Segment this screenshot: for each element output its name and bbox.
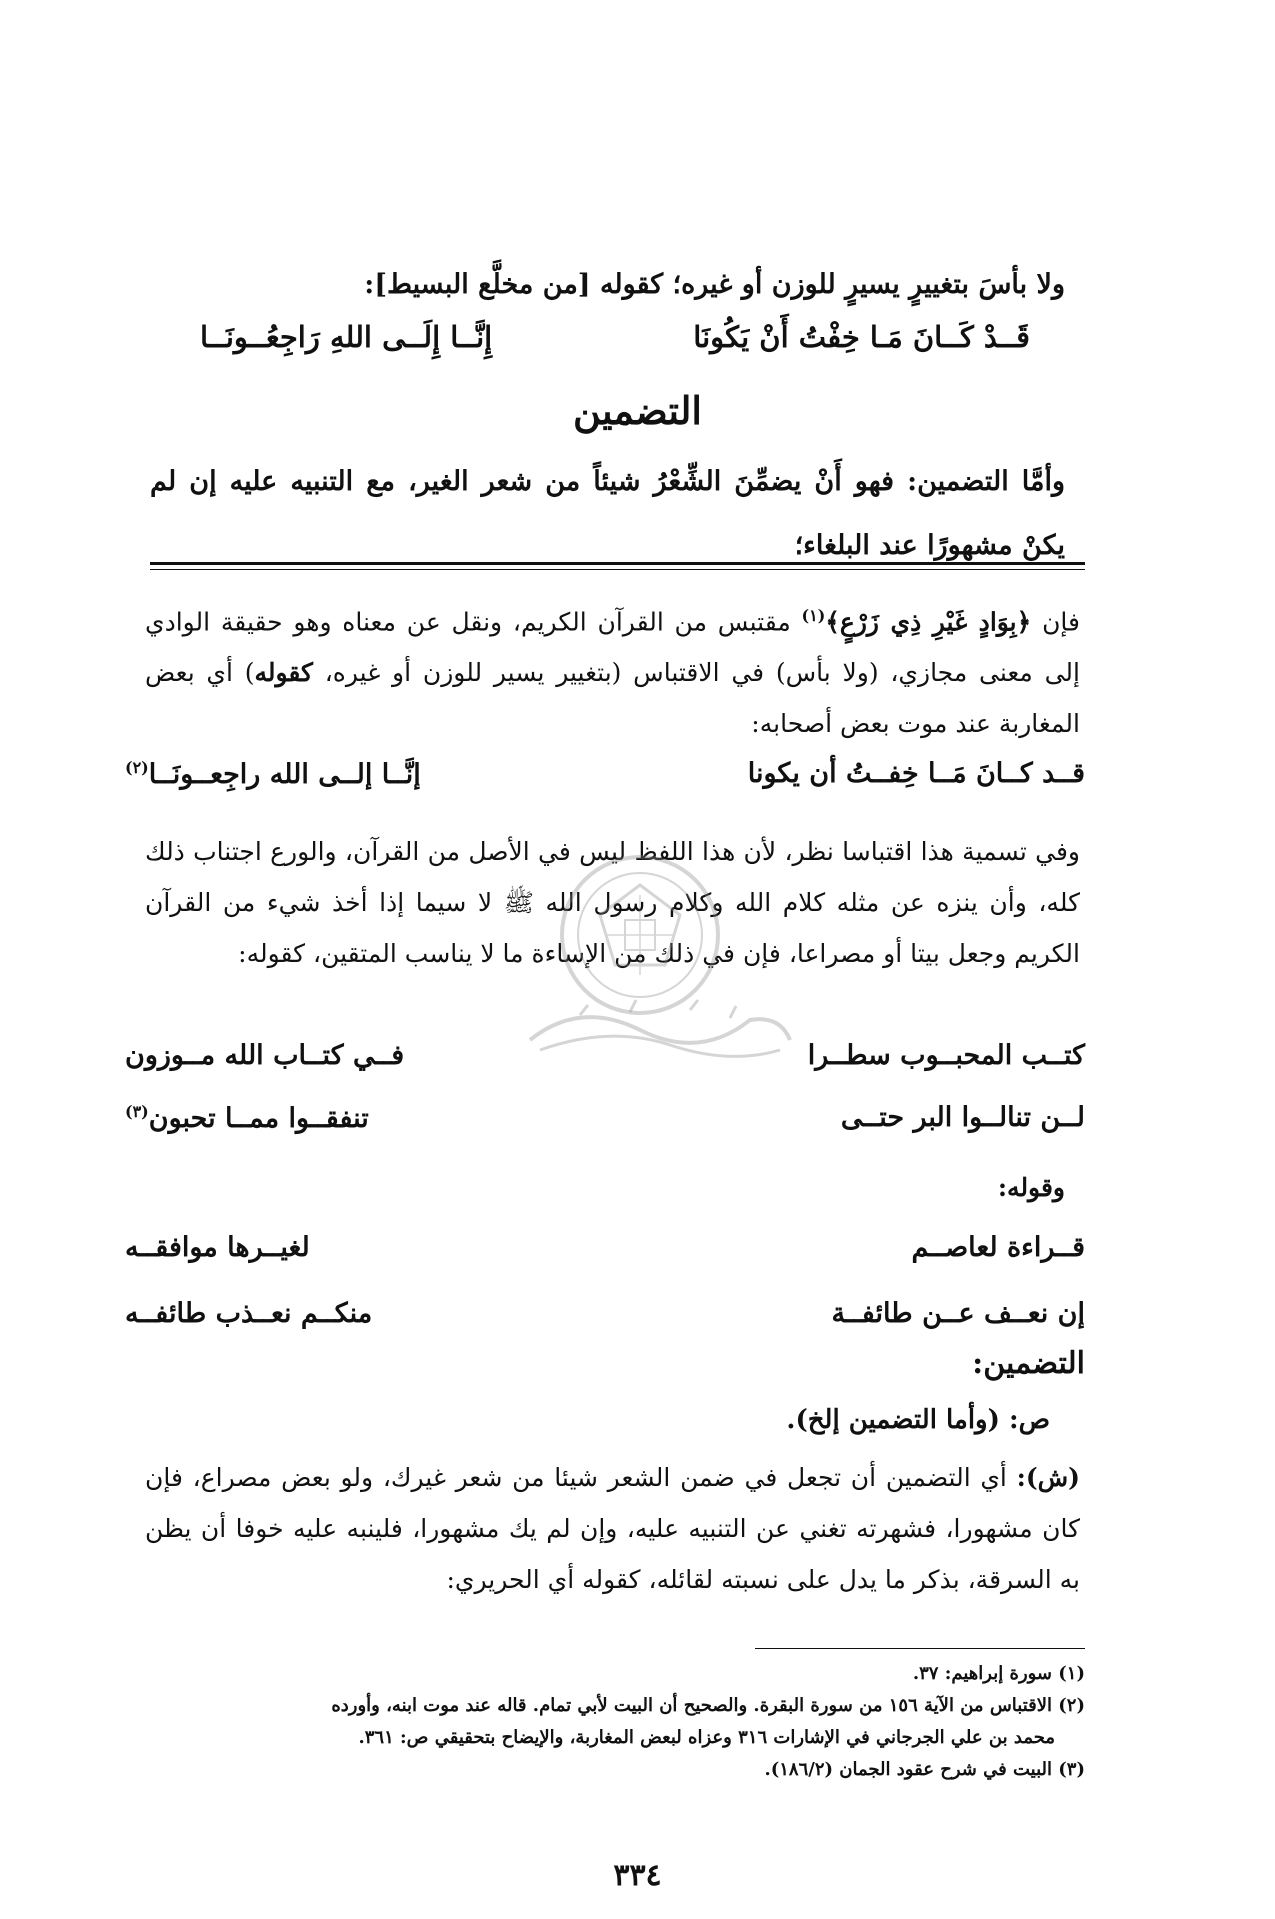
- verse-left-hemistich: [125, 758, 421, 808]
- verse-right-hemistich: كتــب المحبــوب سطــرا: [807, 1040, 1085, 1071]
- sharh-paragraph-1: [145, 590, 1080, 749]
- bold-run: كقوله: [254, 658, 313, 688]
- footnotes: [125, 1658, 1085, 1786]
- section-heading-tadmin: التضمين: [573, 388, 702, 433]
- footnote-1: (١) سورة إبراهيم: ٣٧.: [912, 1663, 1085, 1684]
- watermark-script-logo-icon: [520, 990, 800, 1070]
- page-number: ٣٣٤: [613, 1858, 662, 1893]
- verse-left-hemistich: إِنَّــا إِلَــى اللهِ رَاجِعُــونَــا: [200, 320, 493, 354]
- verse-left-hemistich: فــي كتــاب الله مــوزون: [125, 1040, 405, 1071]
- footnote-marker: (٢): [125, 758, 149, 777]
- footnote-rule: [755, 1648, 1085, 1649]
- sharh-heading-tadmin: التضمين:: [972, 1346, 1085, 1381]
- wa-qawluh-label: وقوله:: [997, 1173, 1065, 1202]
- footnote-marker: (١): [801, 606, 826, 625]
- verse-right-hemistich: إن نعــف عــن طائفــة: [831, 1298, 1085, 1329]
- footnote-marker: (٣): [125, 1102, 149, 1121]
- sharh-verse-3: [125, 1102, 1085, 1152]
- verse-right-hemistich: قــراءة لعاصــم: [911, 1232, 1085, 1263]
- sharh-verse-1: [125, 758, 1085, 808]
- sharh-paragraph-2: وفي تسمية هذا اقتباسا نظر، لأن هذا اللفظ ليس في الأصل من القرآن، والورع اجتناب ذلك كله، وأن ينزه عن مثله كلام الله وكلام رسول الله ﷺ لا سيما إذا أخذ شيء من القرآن الكريم وجعل بيتا أو مصراعا، فإن في ذلك من الإساءة ما لا يناسب المتقين، كقوله:: [145, 837, 1080, 968]
- sheen-label: (ش):: [1016, 1463, 1080, 1492]
- text-run: أي التضمين أن تجعل في ضمن الشعر شيئا من شعر غيرك، ولو بعض مصراع، فإن كان مشهورا، فشهرته تغني عن التنبيه عليه، وإن لم يك مشهورا، فلينبه عليه خوفا أن يظن به السرقة، بذكر ما يدل على نسبته لقائله، كقوله أي الحريري:: [145, 1463, 1080, 1594]
- footnote-2: (٢) الاقتباس من الآية ١٥٦ من سورة البقرة. والصحيح أن البيت لأبي تمام. قاله عند موت ابنه، وأورده: [331, 1695, 1085, 1716]
- text-run: فإن: [1031, 607, 1080, 637]
- quran-quote: ﴿بِوَادٍ غَيْرِ ذِي زَرْعٍ﴾: [825, 607, 1032, 637]
- verse-left-hemistich: لغيــرها موافقــه: [125, 1232, 310, 1263]
- verse-left-hemistich: منكــم نعــذب طائفــه: [125, 1298, 373, 1329]
- verse-right-hemistich: قَــدْ كَــانَ مَـا خِفْتُ أَنْ يَكُونَا: [693, 320, 1030, 354]
- matn-intro: ولا بأسَ بتغييرٍ يسيرٍ للوزن أو غيره؛ كقوله [من مخلَّع البسيط]:: [364, 269, 1065, 300]
- matn-verse: [200, 320, 1030, 366]
- hemistich-text: تنفقــوا ممــا تحبون: [148, 1103, 369, 1134]
- text-run: مقتبس من القرآن الكريم، ونقل عن معناه وهو حقيقة الوادي إلى معنى مجازي، (ولا بأس) في الاقتباس (بتغيير يسير للوزن أو غيره،: [145, 607, 1080, 688]
- sharh-verse-5: [125, 1298, 1085, 1348]
- sad-line: ص: (وأما التضمين إلخ).: [786, 1405, 1050, 1435]
- verse-left-hemistich: [125, 1102, 369, 1152]
- hemistich-text: إنَّــا إلــى الله راجِعــونَــا: [148, 759, 421, 790]
- footnote-2-continued: محمد بن علي الجرجاني في الإشارات ٣١٦ وعزاه لبعض المغاربة، والإيضاح بتحقيقي ص: ٣٦١.: [358, 1727, 1055, 1748]
- matn-sharh-divider: [150, 562, 1085, 570]
- footnote-3: (٣) البيت في شرح عقود الجمان (١٨٦/٢).: [764, 1759, 1085, 1780]
- verse-right-hemistich: لــن تنالــوا البر حتــى: [840, 1102, 1085, 1133]
- verse-right-hemistich: قــد كــانَ مَــا خِفــتُ أن يكونا: [747, 758, 1085, 789]
- text-run: ) أي بعض المغاربة عند موت بعض أصحابه:: [145, 658, 1080, 739]
- matn-definition-paragraph: وأمَّا التضمين: فهو أَنْ يضمِّنَ الشِّعْرُ شيئاً من شعر الغير، مع التنبيه عليه إن لم يكنْ مشهورًا عند البلغاء؛: [150, 466, 1065, 561]
- sharh-paragraph-3: [145, 1452, 1080, 1605]
- sharh-verse-4: [125, 1232, 1085, 1282]
